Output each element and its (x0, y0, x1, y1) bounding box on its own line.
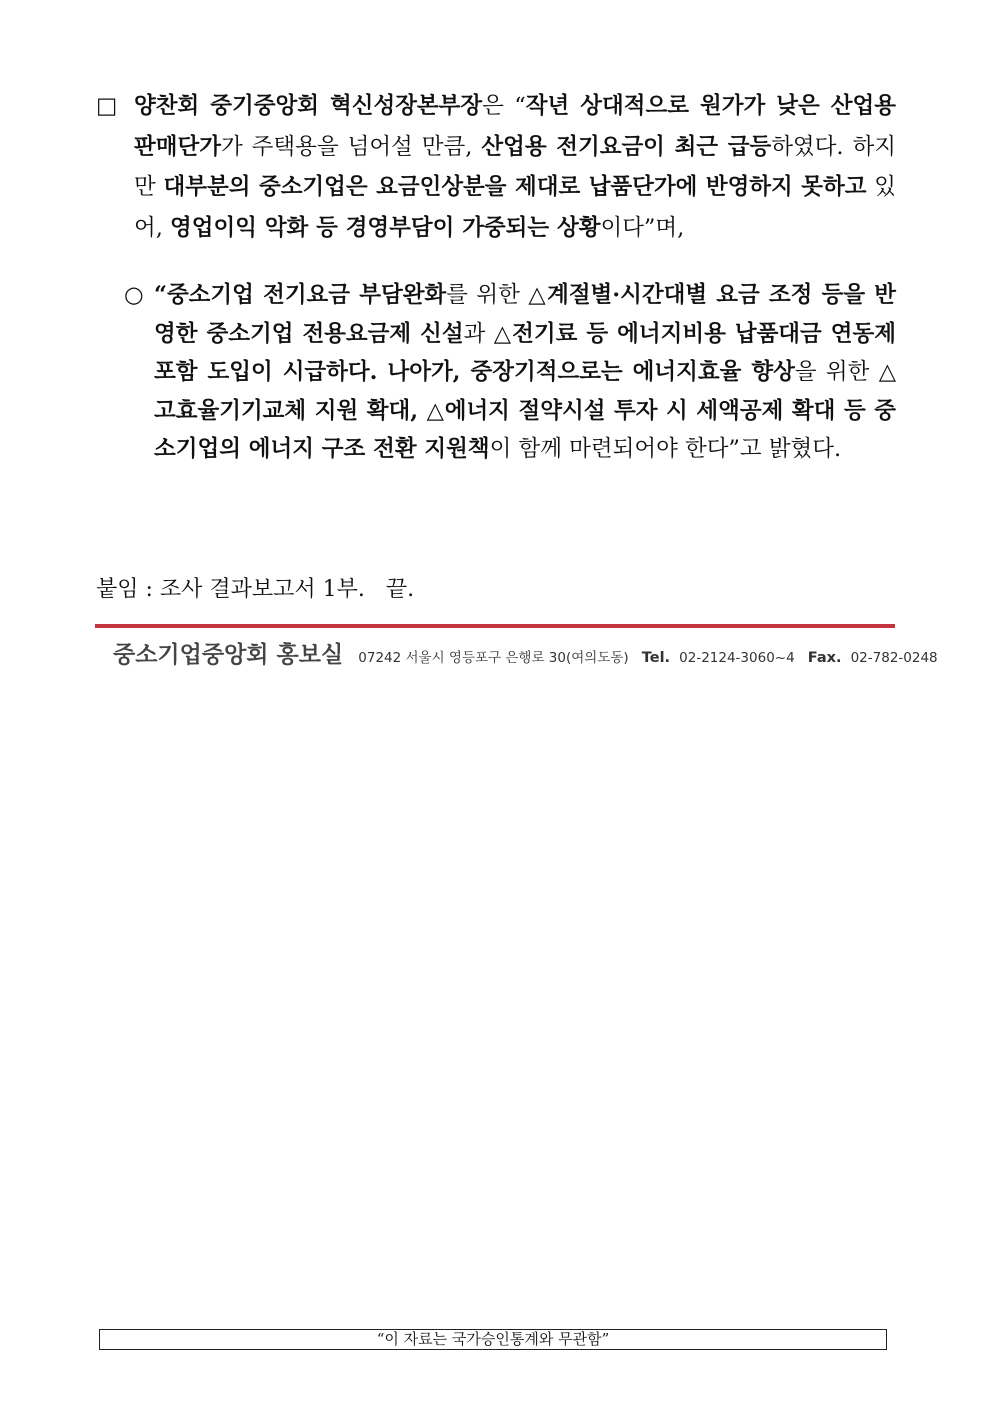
text-normal: 있어, (134, 174, 897, 241)
footer-fax: 02-782-0248 (850, 650, 938, 666)
text-normal: 과 (463, 320, 494, 347)
footer-divider (95, 624, 895, 628)
text-normal: 이다”며, (600, 214, 685, 241)
text-bold: 산업용 전기요금이 최근 급등 (481, 133, 772, 160)
text-normal: 하였다. 하지만 (134, 133, 896, 200)
text-bold: “중소기업 전기요금 부담완화 (154, 282, 447, 308)
statistics-notice: “이 자료는 국가승인통계와 무관함” (99, 1329, 887, 1350)
footer-address: 07242 서울시 영등포구 은행로 30(여의도동) (358, 650, 629, 666)
text-bold: △전기료 등 에너지비용 납품대금 연동제 포함 도입이 시급하다. 나아가, 중장기적으로는 에너지효율 향상 (154, 320, 896, 385)
text-bold: △계절별·시간대별 요금 조정 등을 반영한 중소기업 전용요금제 신설 (154, 282, 897, 347)
paragraph-1-text (134, 86, 896, 248)
footer (113, 636, 938, 669)
paragraph-2 (124, 276, 896, 469)
text-normal: 가 주택용을 넘어설 만큼, (220, 133, 482, 160)
footer-tel-label: Tel. (641, 650, 671, 666)
paragraph-2-text (154, 276, 896, 469)
text-bold: △고효율기기교체 지원 확대, △에너지 절약시설 투자 시 세액공제 확대 등 중소기업의 에너지 구조 전환 지원책 (154, 359, 896, 462)
circle-bullet-icon: ○ (124, 282, 144, 308)
attachment-line: 붙임 : 조사 결과보고서 1부. 끝. (96, 577, 415, 602)
footer-tel: 02-2124-3060~4 (679, 650, 795, 666)
text-normal: 은 “ (482, 93, 526, 119)
footer-fax-label: Fax. (807, 650, 842, 666)
text-normal: 이 함께 마련되어야 한다”고 밝혔다. (489, 436, 842, 462)
footer-organization: 중소기업중앙회 홍보실 (113, 642, 344, 668)
text-normal: 를 위한 (446, 282, 529, 308)
square-bullet-icon: □ (96, 93, 118, 119)
text-bold: 작년 상대적으로 원가가 낮은 산업용 판매단가 (134, 93, 897, 160)
text-normal: 을 위한 (794, 359, 879, 385)
text-bold: 대부분의 중소기업은 요금인상분을 제대로 납품단가에 반영하지 못하고 (163, 174, 867, 200)
text-bold: 양찬회 중기중앙회 혁신성장본부장 (134, 93, 483, 119)
paragraph-1 (96, 86, 896, 248)
text-bold: 영업이익 악화 등 경영부담이 가중되는 상황 (170, 214, 601, 241)
